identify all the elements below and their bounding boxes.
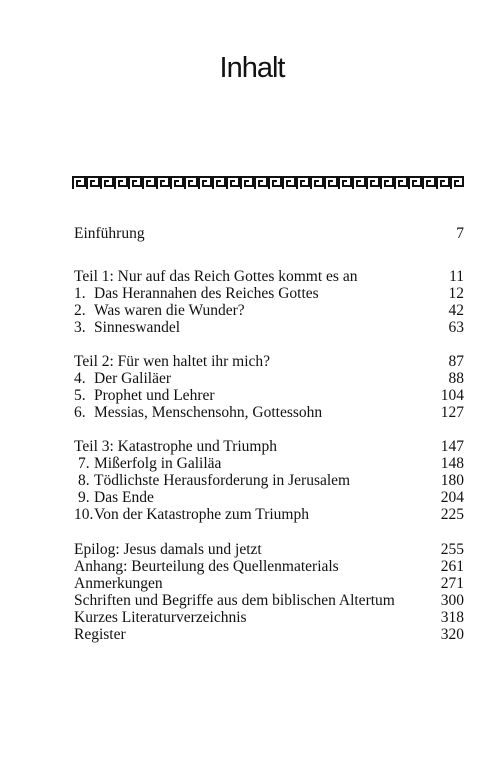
toc-page-number: 127 [440, 404, 464, 421]
toc-part-heading [74, 438, 464, 455]
toc-entry-title: Anhang: Beurteilung des Quellenmaterials [74, 558, 339, 575]
toc-page-number: 104 [440, 387, 464, 404]
toc-page-number: 7 [456, 225, 464, 242]
table-of-contents [74, 225, 464, 643]
toc-part-heading [74, 268, 464, 285]
toc-appendix-entry [74, 541, 464, 558]
toc-chapter [74, 455, 464, 472]
toc-entry-title: Das Ende [94, 489, 154, 506]
toc-page-number: 320 [440, 626, 464, 643]
toc-entry-title: Von der Katastrophe zum Triumph [94, 506, 309, 523]
greek-key-ornament [72, 176, 464, 190]
toc-part-heading [74, 353, 464, 370]
toc-entry-title: Teil 1: Nur auf das Reich Gottes kommt es an [74, 268, 358, 285]
toc-page-number: 12 [448, 285, 464, 302]
chapter-number: 5. [74, 387, 86, 404]
toc-page-number: 148 [440, 455, 464, 472]
chapter-number: 6. [74, 404, 86, 421]
toc-chapter [74, 319, 464, 336]
toc-page-number: 225 [440, 506, 464, 523]
toc-appendix-entry [74, 626, 464, 643]
chapter-number: 7. [78, 455, 90, 472]
page-title: Inhalt [219, 52, 285, 84]
toc-page-number: 87 [448, 353, 464, 370]
toc-entry-title: Register [74, 626, 126, 643]
toc-entry-title: Teil 2: Für wen haltet ihr mich? [74, 353, 271, 370]
toc-chapter [74, 370, 464, 387]
toc-entry-title: Anmerkungen [74, 575, 163, 592]
toc-entry-title: Epilog: Jesus damals und jetzt [74, 541, 262, 558]
toc-page-number: 318 [440, 609, 464, 626]
toc-entry-title: Sinneswandel [94, 319, 181, 336]
toc-entry-title: Das Herannahen des Reiches Gottes [94, 285, 319, 302]
toc-page-number: 180 [440, 472, 464, 489]
toc-entry-title: Tödlichste Herausforderung in Jerusalem [94, 472, 351, 489]
toc-page-number: 271 [440, 575, 464, 592]
toc-entry-title: Mißerfolg in Galiläa [94, 455, 222, 472]
toc-entry-title: Einführung [74, 225, 145, 242]
chapter-number: 1. [74, 285, 86, 302]
chapter-number: 3. [74, 319, 86, 336]
toc-entry-title: Teil 3: Katastrophe und Triumph [74, 438, 277, 455]
toc-page-number: 147 [440, 438, 464, 455]
toc-chapter [74, 506, 464, 523]
toc-page-number: 300 [440, 592, 464, 609]
chapter-number: 4. [74, 370, 86, 387]
toc-entry-title: Kurzes Literaturverzeichnis [74, 609, 247, 626]
toc-chapter [74, 404, 464, 421]
chapter-number: 9. [78, 489, 90, 506]
toc-page-number: 204 [440, 489, 464, 506]
toc-entry-title: Prophet und Lehrer [94, 387, 215, 404]
toc-page-number: 261 [440, 558, 464, 575]
toc-page-number: 255 [440, 541, 464, 558]
toc-chapter [74, 302, 464, 319]
toc-chapter [74, 489, 464, 506]
toc-entry-intro [74, 225, 464, 242]
toc-entry-title: Der Galiläer [94, 370, 172, 387]
toc-appendix-entry [74, 592, 464, 609]
toc-appendix-entry [74, 558, 464, 575]
toc-entry-title: Schriften und Begriffe aus dem biblischen Altertum [74, 592, 395, 609]
chapter-number: 10. [74, 506, 94, 523]
toc-page-number: 11 [449, 268, 464, 285]
toc-page-number: 42 [448, 302, 464, 319]
chapter-number: 8. [78, 472, 90, 489]
toc-chapter [74, 472, 464, 489]
toc-chapter [74, 387, 464, 404]
toc-page-number: 88 [448, 370, 464, 387]
toc-appendix-entry [74, 575, 464, 592]
chapter-number: 2. [74, 302, 86, 319]
toc-page-number: 63 [448, 319, 464, 336]
toc-entry-title: Was waren die Wunder? [94, 302, 245, 319]
toc-chapter [74, 285, 464, 302]
toc-appendix-entry [74, 609, 464, 626]
toc-entry-title: Messias, Menschensohn, Gottessohn [94, 404, 323, 421]
